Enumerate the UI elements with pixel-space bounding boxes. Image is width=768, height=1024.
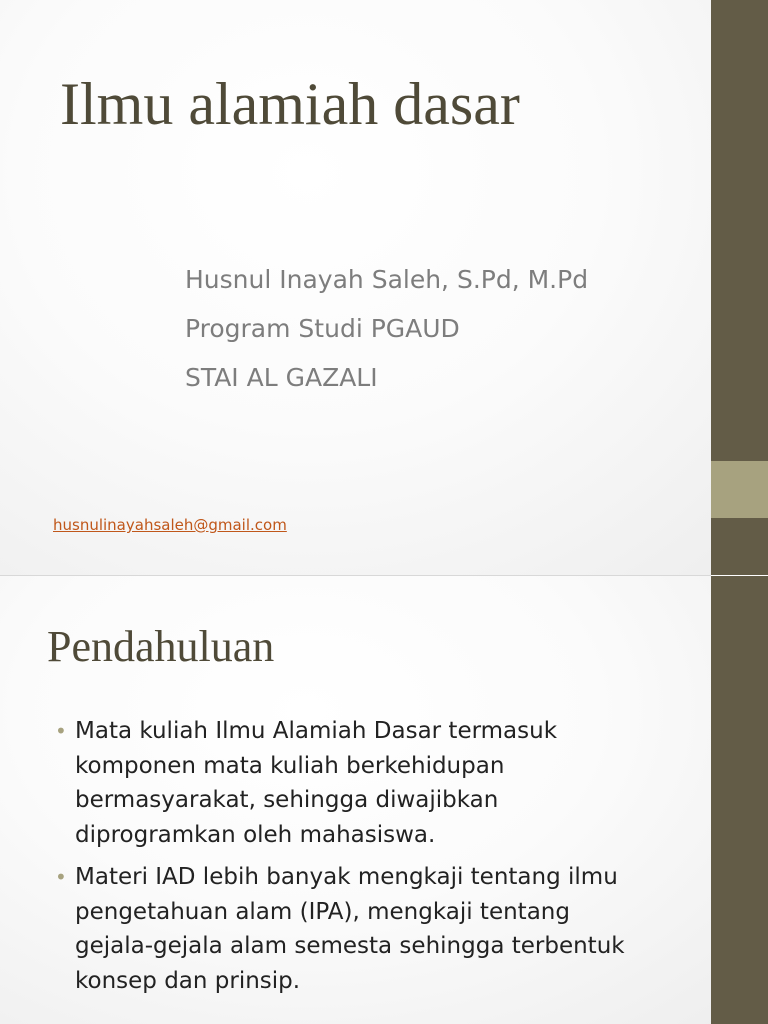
- sidebar-accent-block: [711, 461, 768, 518]
- institution: STAI AL GAZALI: [185, 363, 378, 392]
- bullet-list: [55, 714, 655, 998]
- bullet-line: bermasyarakat, sehingga diwajibkan: [75, 787, 499, 813]
- slide-subtitle: [185, 255, 588, 402]
- content-slide: [0, 576, 768, 1024]
- study-program: Program Studi PGAUD: [185, 314, 460, 343]
- slide-heading: Pendahuluan: [47, 622, 275, 671]
- bullet-icon: •: [55, 865, 67, 889]
- bullet-line: Mata kuliah Ilmu Alamiah Dasar termasuk: [75, 718, 558, 744]
- bullet-line: diprogramkan oleh mahasiswa.: [75, 821, 436, 848]
- list-item: [55, 860, 655, 998]
- bullet-line: komponen mata kuliah berkehidupan: [75, 752, 505, 779]
- list-item: [55, 714, 655, 852]
- bullet-icon: •: [55, 719, 67, 743]
- email-link[interactable]: husnulinayahsaleh@gmail.com: [53, 516, 287, 534]
- bullet-line: konsep dan prinsip.: [75, 967, 301, 994]
- slide-title: Ilmu alamiah dasar: [60, 71, 520, 137]
- bullet-line: pengetahuan alam (IPA), mengkaji tentang: [75, 898, 570, 925]
- sidebar-bar: [711, 576, 768, 1024]
- bullet-line: gejala-gejala alam semesta sehingga terbentuk: [75, 933, 625, 959]
- author-name: Husnul Inayah Saleh, S.Pd, M.Pd: [185, 265, 589, 294]
- bullet-line: Materi IAD lebih banyak mengkaji tentang ilmu: [75, 864, 618, 890]
